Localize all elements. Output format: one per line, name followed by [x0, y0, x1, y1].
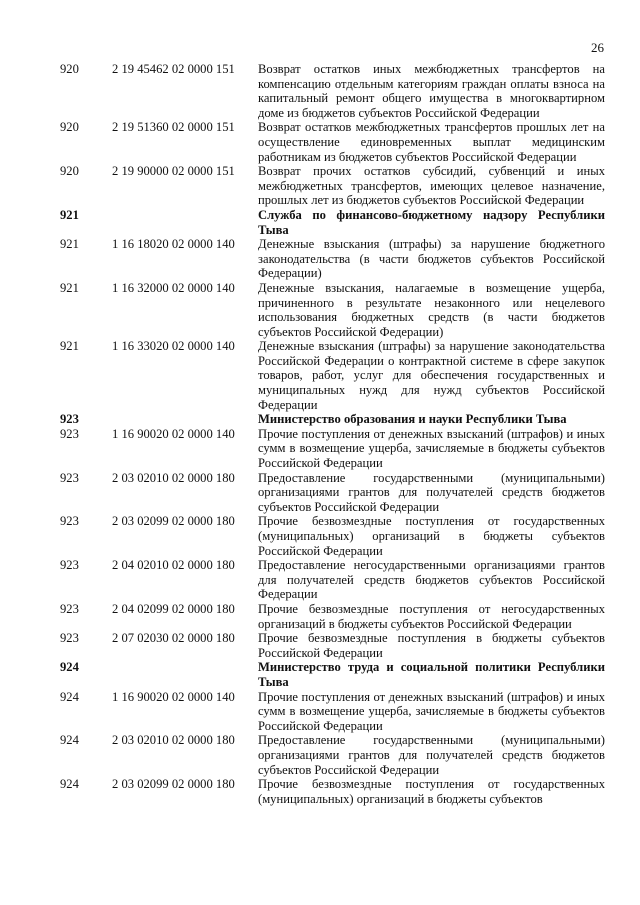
revenue-code: [112, 660, 258, 689]
revenue-name: Прочие поступления от денежных взысканий (штрафов) и иных сумм в возмещение ущерба, зачисляемые в бюджеты субъектов Российской Федерации: [258, 689, 605, 733]
revenue-name: Возврат остатков межбюджетных трансфертов прошлых лет на осуществление единовременных выплат медицинским работникам из бюджетов субъектов Российской Федерации: [258, 120, 605, 164]
table-row: [0, 558, 640, 602]
table-row: [0, 237, 640, 281]
admin-code: 921: [60, 339, 79, 354]
admin-code: 924: [60, 777, 79, 792]
revenue-code: 1 16 90020 02 0000 140: [112, 426, 235, 441]
admin-code: 921: [60, 237, 79, 252]
table-row: [0, 777, 640, 806]
revenue-name: Прочие безвозмездные поступления от государственных (муниципальных) организаций в бюджеты субъектов Российской Федерации: [258, 514, 605, 558]
table-row: [0, 281, 640, 339]
admin-code: 923: [60, 412, 79, 427]
revenue-name: Возврат остатков иных межбюджетных трансфертов на компенсацию отдельным категориям граждан оплаты взноса на капитальный ремонт общего имущества в многоквартирном доме из бюджетов субъектов Российской Федерации: [258, 62, 605, 120]
admin-code: 924: [60, 660, 79, 675]
revenue-code: 1 16 33020 02 0000 140: [112, 339, 235, 354]
revenue-code: [112, 412, 258, 427]
table-row: [0, 164, 640, 208]
table-row: [0, 602, 640, 631]
admin-code: 924: [60, 733, 79, 748]
revenue-code: 2 03 02099 02 0000 180: [112, 514, 235, 529]
revenue-name: Прочие безвозмездные поступления от государственных (муниципальных) организаций в бюджеты субъектов: [258, 777, 605, 806]
revenue-code: 2 19 45462 02 0000 151: [112, 62, 235, 76]
revenue-code: [112, 208, 258, 237]
table-row: [0, 427, 640, 471]
revenue-code: 1 16 90020 02 0000 140: [112, 689, 235, 704]
admin-code: 923: [60, 470, 79, 485]
table-row: [0, 514, 640, 558]
admin-code: 921: [60, 280, 79, 295]
revenue-code: 2 07 02030 02 0000 180: [112, 631, 235, 646]
revenue-code: 1 16 32000 02 0000 140: [112, 280, 235, 295]
revenue-code: 2 04 02010 02 0000 180: [112, 558, 235, 573]
table-row: [0, 733, 640, 777]
revenue-code: 2 03 02010 02 0000 180: [112, 733, 235, 748]
table-row: [0, 690, 640, 734]
revenue-code: 2 19 90000 02 0000 151: [112, 164, 235, 179]
admin-code: 923: [60, 558, 79, 573]
administrator-heading-row: [0, 660, 640, 689]
revenue-name: Предоставление государственными (муниципальными) организациями грантов для получателей средств бюджетов субъектов Российской Федерации: [258, 733, 605, 777]
administrator-heading-row: [0, 412, 640, 427]
administrator-heading-row: [0, 208, 640, 237]
revenue-name: Денежные взыскания (штрафы) за нарушение бюджетного законодательства (в части бюджетов субъектов Российской Федерации): [258, 237, 605, 281]
revenue-name: Предоставление государственными (муниципальными) организациями грантов для получателей средств бюджетов субъектов Российской Федерации: [258, 470, 605, 514]
revenue-code: 1 16 18020 02 0000 140: [112, 237, 235, 252]
table-row: [0, 120, 640, 164]
revenue-code: 2 03 02099 02 0000 180: [112, 777, 235, 792]
admin-code: 923: [60, 514, 79, 529]
table-row: [0, 339, 640, 412]
admin-code: 921: [60, 207, 79, 222]
revenue-name: Прочие безвозмездные поступления от негосударственных организаций в бюджеты субъектов Российской Федерации: [258, 601, 605, 631]
page-number: 26: [591, 40, 604, 55]
administrator-name: Служба по финансово-бюджетному надзору Республики Тыва: [258, 207, 605, 237]
admin-code: 920: [60, 164, 79, 179]
revenue-name: Прочие поступления от денежных взысканий (штрафов) и иных сумм в возмещение ущерба, зачисляемые в бюджеты субъектов Российской Федерации: [258, 426, 605, 471]
revenue-name: Предоставление негосударственными организациями грантов для получателей средств бюджетов субъектов Российской Федерации: [258, 558, 605, 602]
table-row: [0, 631, 640, 660]
revenue-code: 2 19 51360 02 0000 151: [112, 120, 235, 135]
revenue-name: Денежные взыскания, налагаемые в возмещение ущерба, причиненного в результате незаконного или нецелевого использования бюджетных средств (в части бюджетов субъектов Российской Федерации): [258, 280, 605, 339]
admin-code: 923: [60, 601, 79, 616]
administrator-name: Министерство труда и социальной политики Республики Тыва: [258, 660, 605, 689]
table-row: [0, 62, 640, 120]
revenue-code: 2 04 02099 02 0000 180: [112, 601, 235, 616]
revenue-code: 2 03 02010 02 0000 180: [112, 470, 235, 485]
admin-code: 924: [60, 689, 79, 704]
revenue-name: Возврат прочих остатков субсидий, субвенций и иных межбюджетных трансфертов, имеющих целевое назначение, прошлых лет из бюджетов субъектов Российской Федерации: [258, 164, 605, 208]
admin-code: 920: [60, 120, 79, 135]
revenue-codes-table: [0, 62, 640, 806]
admin-code: 920: [60, 62, 79, 76]
admin-code: 923: [60, 426, 79, 441]
revenue-name: Денежные взыскания (штрафы) за нарушение законодательства Российской Федерации о контрактной системе в сфере закупок товаров, работ, услуг для обеспечения государственных и муниципальных нужд для нужд субъектов Российской Федерации: [258, 339, 605, 412]
administrator-name: Министерство образования и науки Республики Тыва: [258, 412, 567, 427]
admin-code: 923: [60, 631, 79, 646]
table-row: [0, 471, 640, 515]
revenue-name: Прочие безвозмездные поступления в бюджеты субъектов Российской Федерации: [258, 631, 605, 660]
